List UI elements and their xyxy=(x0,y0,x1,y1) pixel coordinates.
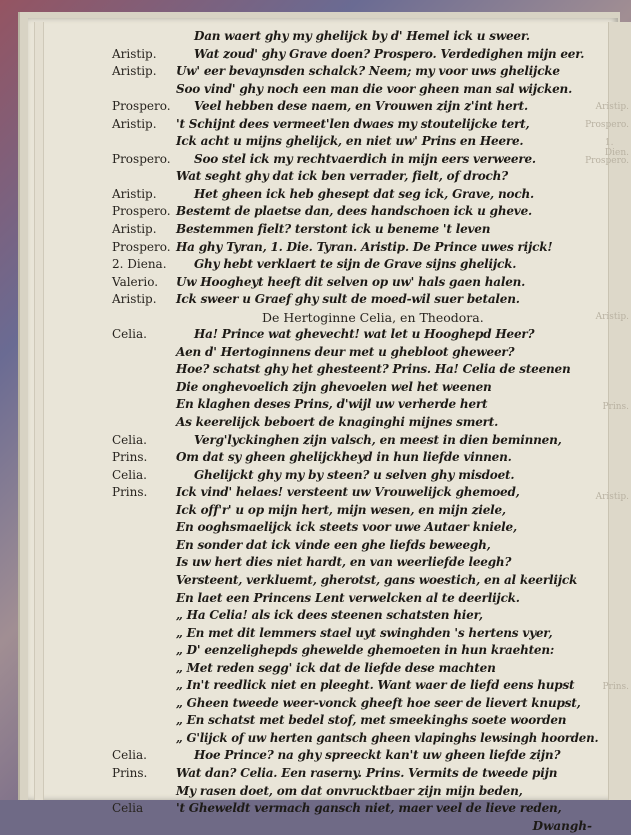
verse-text: „ En met dit lemmers stael uyt swinghden 's hertens vyer, xyxy=(176,625,553,640)
speaker-name: Aristip. xyxy=(112,292,157,307)
verse-line xyxy=(112,379,602,397)
catchword-line xyxy=(112,818,602,835)
verse-line xyxy=(112,361,602,379)
speaker-name: Aristip. xyxy=(112,116,157,131)
verse-text: „ D' eenzelighepds ghewelde ghemoeten in hun kraehten: xyxy=(176,643,555,658)
verse-text: Ick vind' helaes! versteent uw Vrouwelijck ghemoed, xyxy=(176,485,520,500)
verse-line xyxy=(112,291,602,309)
verse-text: Wat seght ghy dat ick ben verrader, fielt, of droch? xyxy=(176,169,508,184)
verse-text: Verg'lyckinghen zijn valsch, en meest in dien beminnen, xyxy=(194,432,562,447)
catchword: Dwangh- xyxy=(532,818,592,833)
speaker-name: Prins. xyxy=(112,450,148,465)
verse-line xyxy=(112,133,602,151)
verse-line xyxy=(112,414,602,432)
speaker-name: Aristip. xyxy=(112,222,157,237)
verse-text: My rasen doet, om dat onvrucktbaer zijn mijn beden, xyxy=(176,783,523,798)
verse-line xyxy=(112,800,602,818)
verse-line xyxy=(112,344,602,362)
speaker-name: Prospero. xyxy=(112,99,171,114)
verse-text: En klaghen deses Prins, d'wijl uw verherde hert xyxy=(176,397,488,412)
verse-line xyxy=(112,695,602,713)
show-through-text: Prins. xyxy=(602,682,629,692)
verse-text: Om dat sy gheen ghelijckheyd in hun liefde vinnen. xyxy=(176,450,512,465)
verse-line xyxy=(112,256,602,274)
verse-text: Bestemt de plaetse dan, dees handschoen ick u gheve. xyxy=(176,204,532,219)
verse-line xyxy=(112,484,602,502)
verse-line xyxy=(112,168,602,186)
verse-text: Dan waert ghy my ghelijck by d' Hemel ick u sweer. xyxy=(194,29,530,43)
verse-text: Uw Hoogheyt heeft dit selven op uw' hals gaen halen. xyxy=(176,274,526,289)
verse-text: „ G'lijck of uw herten gantsch gheen vlapinghs lewsingh hoorden. xyxy=(176,730,599,745)
verse-line xyxy=(112,712,602,730)
verse-line xyxy=(112,642,602,660)
verse-text: „ En schatst met bedel stof, met smeekinghs soete woorden xyxy=(176,713,567,728)
verse-text: Ha! Prince wat ghevecht! wat let u Hooghepd Heer? xyxy=(194,327,535,342)
verse-text: 't Schijnt dees vermeet'len dwaes my stoutelijcke tert, xyxy=(176,116,530,131)
verse-line xyxy=(112,730,602,748)
printed-text-block xyxy=(112,28,602,835)
verse-line xyxy=(112,783,602,801)
verse-text: Wat zoud' ghy Grave doen? Prospero. Verdedighen mijn eer. xyxy=(194,46,585,61)
verse-text: Ick sweer u Graef ghy sult de moed-wil suer betalen. xyxy=(176,292,520,307)
verse-text: Bestemmen fielt? terstont ick u beneme 't leven xyxy=(176,222,491,237)
verse-line xyxy=(112,116,602,134)
verse-text: Aen d' Hertoginnens deur met u ghebloot gheweer? xyxy=(176,344,515,359)
verse-text: „ Gheen tweede weer-vonck gheeft hoe seer de lievert knupst, xyxy=(176,695,581,710)
speaker-name: Celia. xyxy=(112,748,147,763)
speaker-name: Prospero. xyxy=(112,204,171,219)
verse-line xyxy=(112,765,602,783)
verse-line xyxy=(112,326,602,344)
verse-line xyxy=(112,590,602,608)
verse-text: Soo vind' ghy noch een man die voor gheen man sal wijcken. xyxy=(176,81,573,96)
verse-line xyxy=(112,607,602,625)
show-through-text: Aristip. xyxy=(595,102,629,112)
verse-text: Uw' eer bevaynsden schalck? Neem; my voor uws ghelijcke xyxy=(176,64,560,79)
verse-text: Ick off'r' u op mijn hert, mijn wesen, en mijn ziele, xyxy=(176,502,506,517)
verse-line xyxy=(112,747,602,765)
verse-line xyxy=(112,46,602,64)
verse-text: Die onghevoelich zijn ghevoelen wel het weenen xyxy=(176,379,492,394)
verse-text: Ha ghy Tyran, 1. Die. Tyran. Aristip. De Prince uwes rijck! xyxy=(176,239,553,254)
speaker-name: Prospero. xyxy=(112,239,171,254)
verse-text: En laet een Princens Lent verwelcken al te deerlijck. xyxy=(176,590,520,605)
verse-text: As keerelijck beboert de knaginghi mijnes smert. xyxy=(176,415,499,430)
speaker-name: Aristip. xyxy=(112,46,157,61)
speaker-name: Prins. xyxy=(112,485,148,500)
verse-text: En sonder dat ick vinde een ghe liefds beweegh, xyxy=(176,537,491,552)
verse-line xyxy=(112,239,602,257)
show-through-text: Prospero. xyxy=(585,156,629,166)
verse-text: En ooghsmaelijck ick steets voor uwe Autaer kniele, xyxy=(176,520,517,535)
verse-text: „ Met reden segg' ick dat de liefde dese machten xyxy=(176,660,496,675)
verse-line xyxy=(112,502,602,520)
verse-line xyxy=(112,221,602,239)
verse-text: Veel hebben dese naem, en Vrouwen zijn z'int hert. xyxy=(194,99,528,114)
verse-line xyxy=(112,81,602,99)
verse-line xyxy=(112,519,602,537)
speaker-name: Celia xyxy=(112,801,144,816)
verse-text: Het gheen ick heb ghesept dat seg ick, Grave, noch. xyxy=(194,186,534,201)
verse-text: 't Gheweldt vermach gansch niet, maer veel de lieve reden, xyxy=(176,801,562,816)
verse-text: Is uw hert dies niet hardt, en van weerliefde leegh? xyxy=(176,555,512,570)
speaker-name: 2. Diena. xyxy=(112,257,167,272)
speaker-name: Celia. xyxy=(112,327,147,342)
verse-line xyxy=(112,203,602,221)
verse-line xyxy=(112,274,602,292)
speaker-name: Celia. xyxy=(112,467,147,482)
verse-line xyxy=(112,186,602,204)
verse-text: Ghelijckt ghy my by steen? u selven ghy misdoet. xyxy=(194,467,515,482)
verse-line xyxy=(112,63,602,81)
verse-text: Soo stel ick my rechtvaerdich in mijn eers verweere. xyxy=(194,151,536,166)
show-through-text: Aristip. xyxy=(595,312,629,322)
page-stack-edge xyxy=(34,22,44,800)
speaker-name: Prospero. xyxy=(112,151,171,166)
verse-line xyxy=(112,554,602,572)
verse-text: Hoe? schatst ghy het ghesteent? Prins. Ha! Celia de steenen xyxy=(176,362,571,377)
verse-text: Versteent, verkluemt, gherotst, gans woestich, en al keerlijck xyxy=(176,572,578,587)
speaker-name: Aristip. xyxy=(112,64,157,79)
verse-text: Hoe Prince? na ghy spreeckt kan't uw gheen liefde zijn? xyxy=(194,748,561,763)
speaker-name: Celia. xyxy=(112,432,147,447)
speaker-name: Valerio. xyxy=(112,274,159,289)
verse-line xyxy=(112,467,602,485)
speaker-name: Prins. xyxy=(112,765,148,780)
verse-line xyxy=(112,151,602,169)
verse-line xyxy=(112,572,602,590)
scene-heading-line xyxy=(112,309,602,327)
verse-text: Wat dan? Celia. Een raserny. Prins. Vermits de tweede pijn xyxy=(176,765,558,780)
verse-text: Ick acht u mijns ghelijck, en niet uw' Prins en Heere. xyxy=(176,134,524,149)
show-through-text: Prins. xyxy=(602,402,629,412)
verse-line xyxy=(112,537,602,555)
verse-line xyxy=(112,28,602,46)
verse-line xyxy=(112,625,602,643)
show-through-text: Aristip. xyxy=(595,492,629,502)
show-through-text: 1. Dien. xyxy=(604,138,629,158)
verse-line xyxy=(112,98,602,116)
verse-text: „ Ha Celia! als ick dees steenen schatsten hier, xyxy=(176,608,483,623)
verse-line xyxy=(112,449,602,467)
verse-line xyxy=(112,677,602,695)
facing-page-strip xyxy=(585,22,631,800)
show-through-text: Prospero. xyxy=(585,120,629,130)
verse-line xyxy=(112,396,602,414)
verse-text: „ In't reedlick niet en pleeght. Want waer de liefd eens hupst xyxy=(176,678,575,693)
scene-heading: De Hertoginne Celia, en Theodora. xyxy=(262,309,484,325)
speaker-name: Aristip. xyxy=(112,186,157,201)
verse-line xyxy=(112,432,602,450)
verse-text: Ghy hebt verklaert te sijn de Grave sijns ghelijck. xyxy=(194,257,517,272)
verse-line xyxy=(112,660,602,678)
